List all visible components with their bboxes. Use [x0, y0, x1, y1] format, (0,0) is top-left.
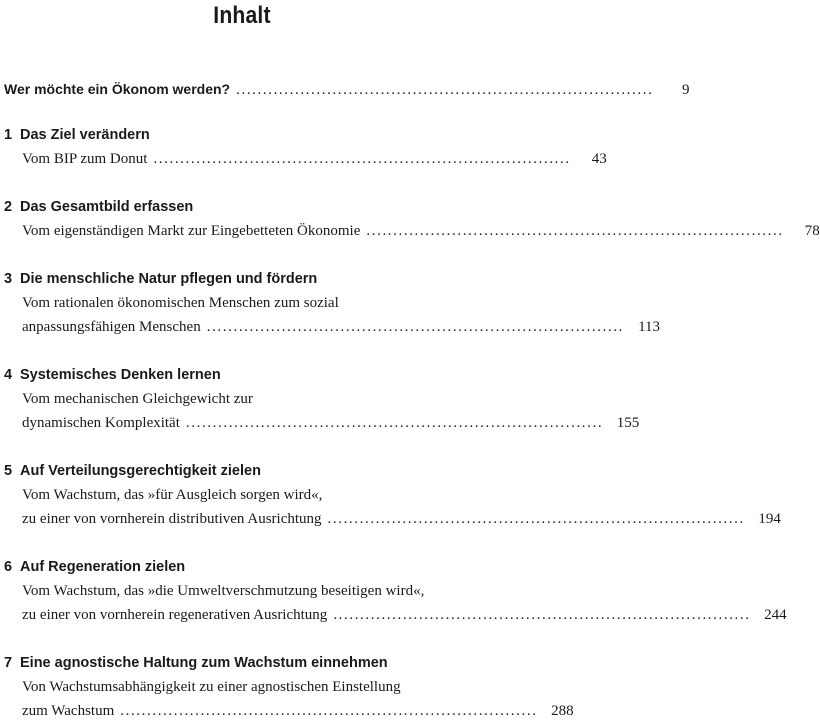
chapter-number: 3	[4, 271, 13, 287]
chapter-subtitle-line: Vom mechanischen Gleichgewicht zur	[22, 391, 253, 407]
chapter-subtitle-line	[22, 604, 787, 626]
toc-chapter-2[interactable]	[0, 196, 820, 239]
toc-entry-intro[interactable]	[4, 78, 690, 100]
chapter-title: Auf Verteilungsgerechtigkeit zielen	[20, 463, 261, 479]
toc-page-number: 155	[616, 415, 640, 431]
toc-chapter-7[interactable]	[0, 652, 574, 719]
subtitle-text: zum Wachstum	[22, 703, 115, 719]
dot-leader: ..............................................................................	[327, 511, 745, 527]
toc-page-number: 78	[804, 223, 820, 239]
dot-leader: ..............................................................................	[333, 607, 751, 623]
chapter-heading	[0, 124, 484, 146]
chapter-number: 5	[4, 463, 13, 479]
toc-page-number: 288	[551, 703, 574, 719]
toc-page-number: 113	[638, 319, 661, 335]
dot-leader: ..............................................................................	[120, 703, 538, 719]
chapter-title: Auf Regeneration zielen	[20, 559, 186, 575]
chapter-number: 2	[4, 199, 13, 215]
chapter-subtitle-line	[22, 316, 661, 338]
chapter-heading	[0, 652, 484, 674]
subtitle-text: anpassungsfähigen Menschen	[22, 319, 201, 335]
chapter-number: 7	[4, 655, 13, 671]
chapter-subtitle-line: Vom rationalen ökonomischen Menschen zum sozial	[22, 295, 339, 311]
page-title: Inhalt	[213, 2, 271, 29]
dot-leader: ..............................................................................	[153, 151, 571, 167]
toc-page-number: 9	[681, 82, 690, 98]
chapter-title: Eine agnostische Haltung zum Wachstum einnehmen	[20, 655, 388, 671]
chapter-subtitle-line: Vom Wachstum, das »für Ausgleich sorgen wird«,	[22, 487, 323, 503]
toc-chapter-3[interactable]	[0, 268, 661, 335]
subtitle-text: dynamischen Komplexität	[22, 415, 180, 431]
chapter-title: Das Gesamtbild erfassen	[20, 199, 194, 215]
toc-page-number: 244	[764, 607, 787, 623]
toc-entry-title: Wer möchte ein Ökonom werden?	[4, 81, 231, 97]
toc-page-number: 194	[758, 511, 781, 527]
chapter-title: Das Ziel verändern	[20, 127, 150, 143]
subtitle-text: Vom eigenständigen Markt zur Eingebetteten Ökonomie	[22, 223, 361, 239]
dot-leader: ..............................................................................	[206, 319, 625, 335]
chapter-subtitle-line	[22, 220, 820, 242]
chapter-subtitle-line	[22, 508, 781, 530]
chapter-heading	[0, 556, 484, 578]
chapter-number: 1	[4, 127, 13, 143]
chapter-heading	[0, 268, 484, 290]
chapter-subtitle-line: Von Wachstumsabhängigkeit zu einer agnostischen Einstellung	[22, 679, 401, 695]
toc-chapter-5[interactable]	[0, 460, 781, 527]
chapter-number: 4	[4, 367, 13, 383]
subtitle-text: Vom BIP zum Donut	[22, 151, 148, 167]
dot-leader: ..............................................................................	[236, 82, 654, 98]
subtitle-text: zu einer von vornherein distributiven Ausrichtung	[22, 511, 322, 527]
chapter-subtitle-line	[22, 148, 607, 170]
chapter-subtitle-line	[22, 412, 640, 434]
toc-page-number: 43	[591, 151, 607, 167]
chapter-heading	[0, 364, 484, 386]
toc-chapter-6[interactable]	[0, 556, 787, 623]
chapter-number: 6	[4, 559, 13, 575]
subtitle-text: zu einer von vornherein regenerativen Ausrichtung	[22, 607, 328, 623]
dot-leader: ..............................................................................	[366, 223, 784, 239]
chapter-subtitle-line	[22, 700, 574, 722]
chapter-subtitle-line: Vom Wachstum, das »die Umweltverschmutzung beseitigen wird«,	[22, 583, 425, 599]
chapter-heading	[0, 196, 484, 218]
chapter-title: Die menschliche Natur pflegen und fördern	[20, 271, 318, 287]
chapter-title: Systemisches Denken lernen	[20, 367, 221, 383]
dot-leader: ..............................................................................	[185, 415, 604, 431]
chapter-heading	[0, 460, 484, 482]
toc-chapter-1[interactable]	[0, 124, 607, 167]
toc-chapter-4[interactable]	[0, 364, 640, 431]
